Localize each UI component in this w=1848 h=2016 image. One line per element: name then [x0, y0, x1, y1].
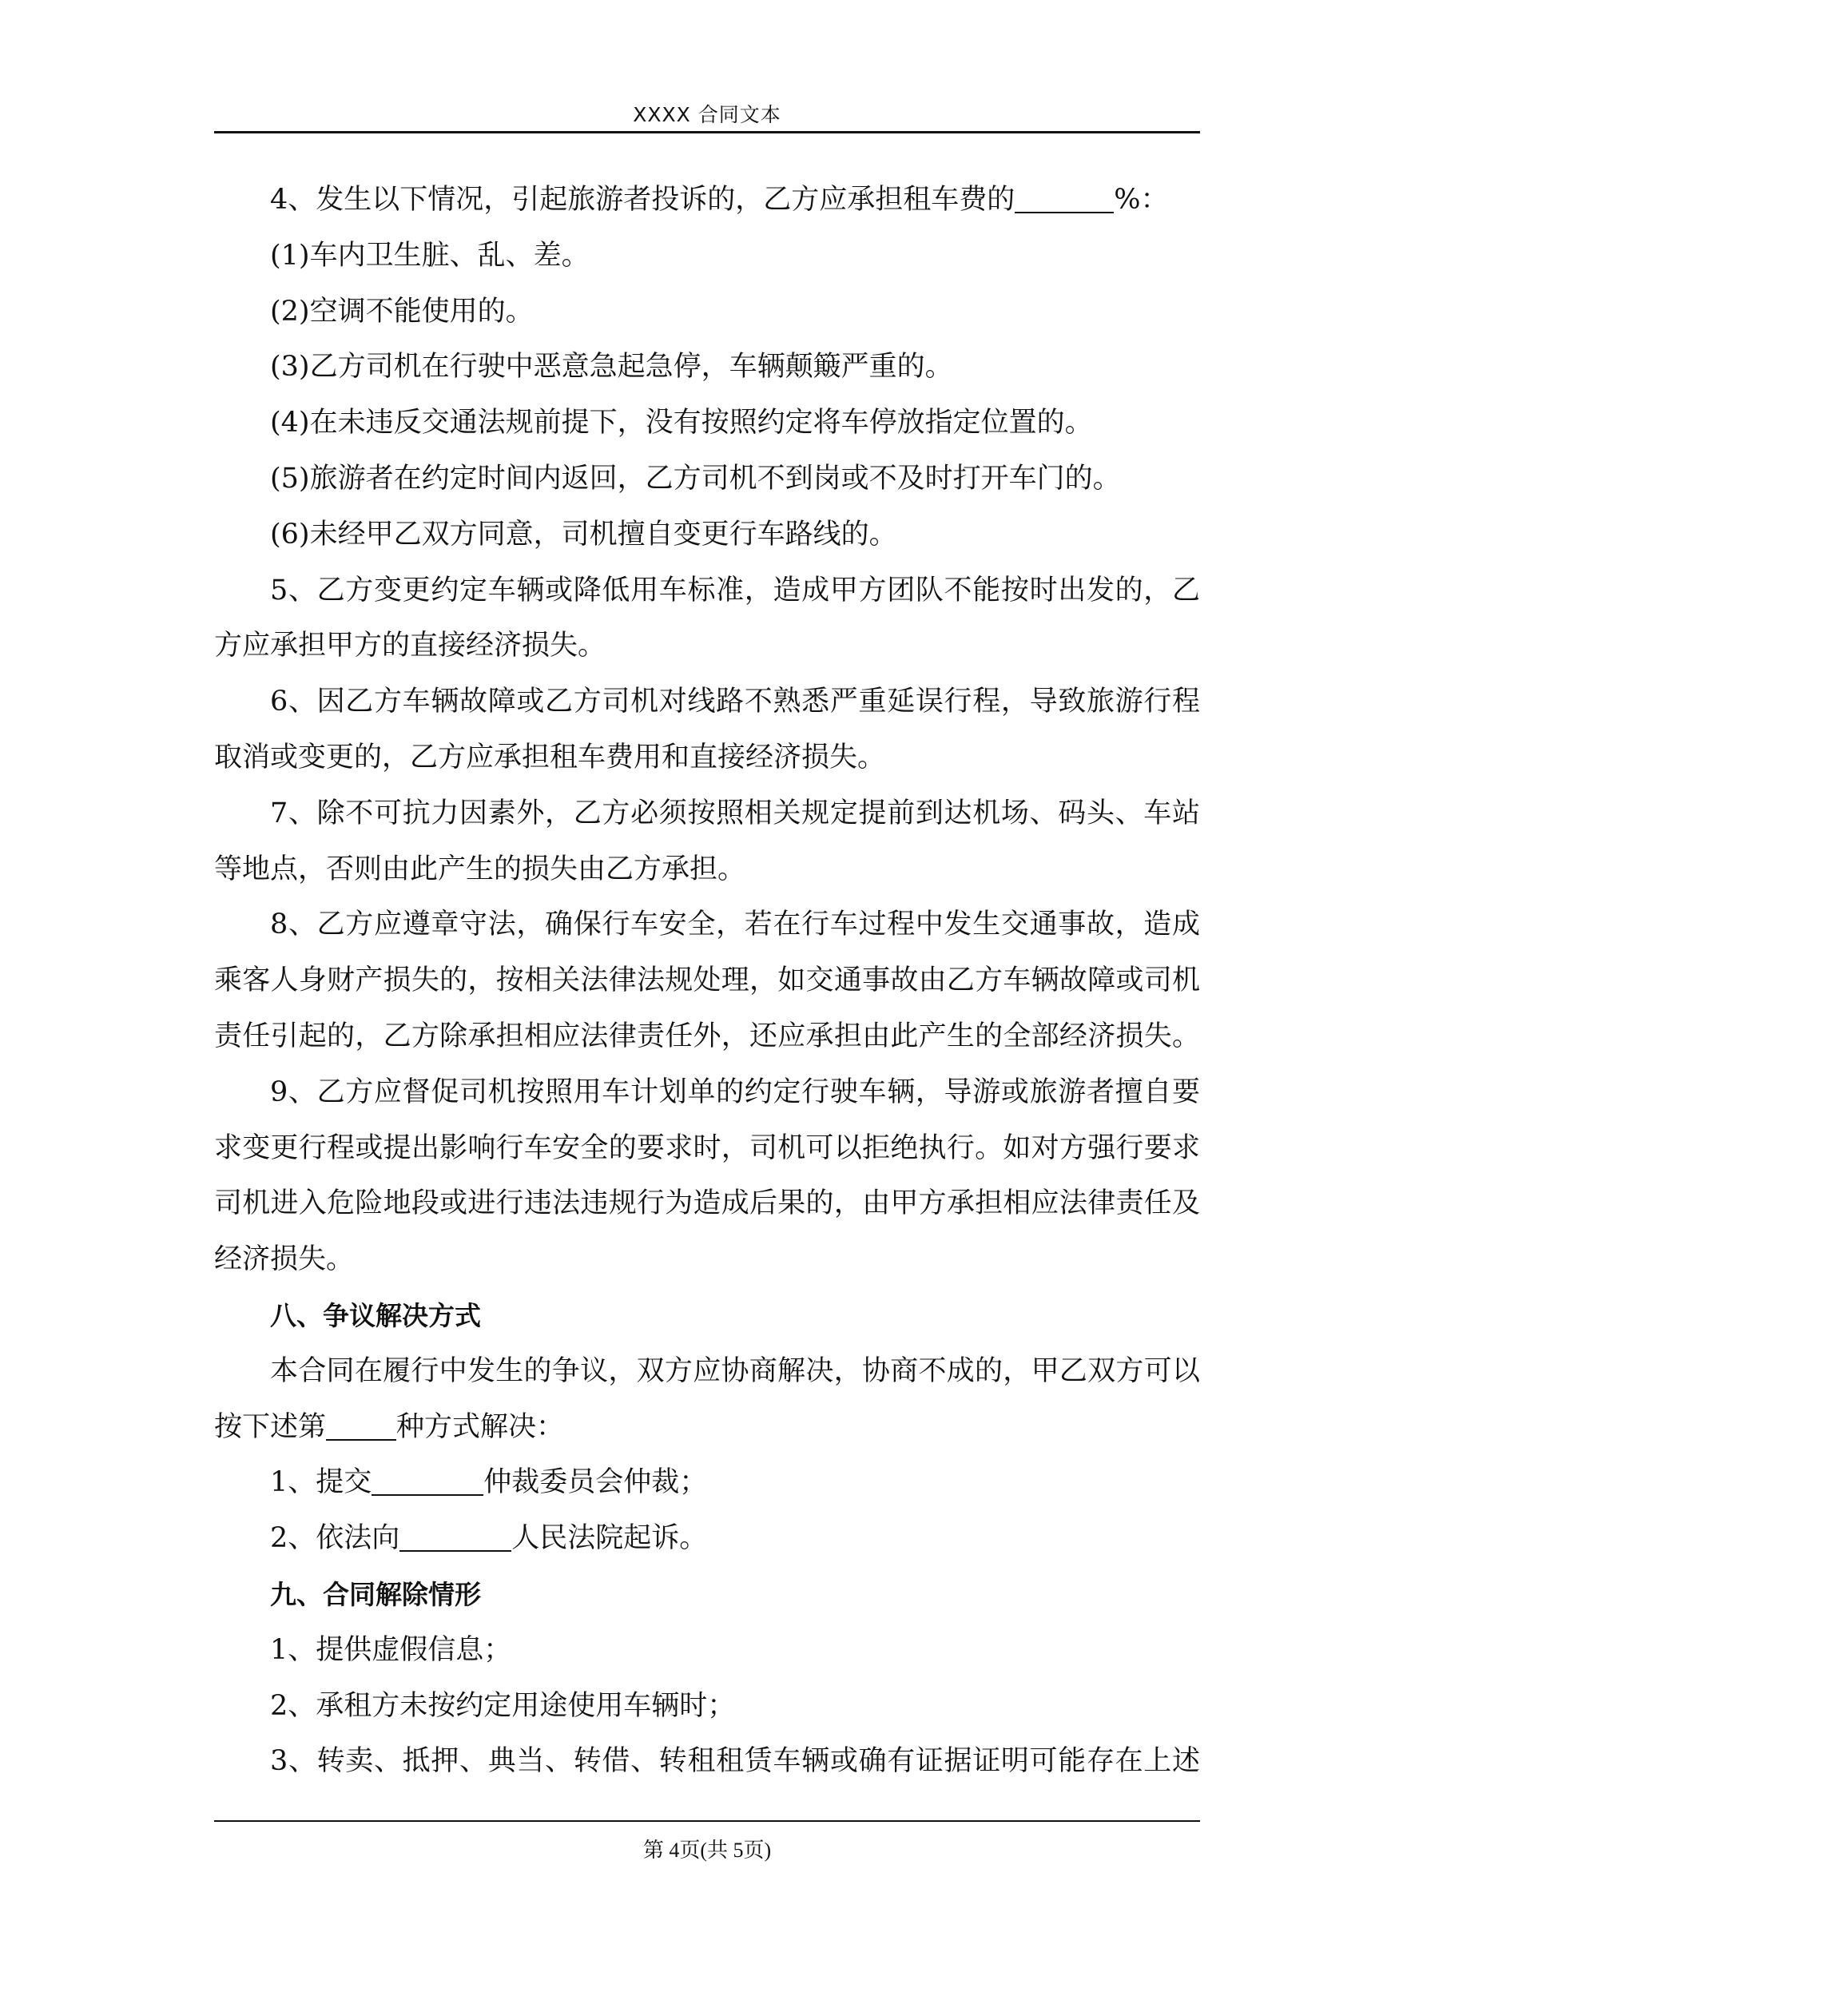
clause-4-text: 4、发生以下情况，引起旅游者投诉的，乙方应承担租车费的	[270, 184, 1015, 216]
header-rule	[214, 131, 1200, 133]
dispute-option-2-suffix: 人民法院起诉。	[511, 1522, 708, 1555]
dispute-line-2-prefix: 按下述第	[214, 1410, 327, 1443]
page-number: 第 4页(共 5页)	[642, 1839, 772, 1862]
item-1: (1)车内卫生脏、乱、差。	[270, 239, 590, 272]
method-number-blank	[326, 1410, 396, 1441]
clause-7-line-2: 等地点，否则由此产生的损失由乙方承担。	[214, 853, 746, 885]
clause-9-line-4: 经济损失。	[214, 1243, 355, 1276]
clause-9-line-3: 司机进入危险地段或进行违法违规行为造成后果的，由甲方承担相应法律责任及	[214, 1187, 1200, 1220]
arbitration-commission-blank	[372, 1465, 483, 1496]
clause-5-line-2: 方应承担甲方的直接经济损失。	[214, 630, 606, 662]
document-body	[214, 173, 1200, 1790]
clause-9-line-2: 求变更行程或提出影响行车安全的要求时，司机可以拒绝执行。如对方强行要求	[214, 1131, 1200, 1164]
termination-item-2: 2、承租方未按约定用途使用车辆时；	[270, 1689, 736, 1722]
section-8-heading: 八、争议解决方式	[270, 1299, 481, 1331]
dispute-line-1: 本合同在履行中发生的争议，双方应协商解决，协商不成的，甲乙双方可以	[270, 1354, 1200, 1387]
dispute-option-2	[214, 1511, 1200, 1567]
clause-8-line-3: 责任引起的，乙方除承担相应法律责任外，还应承担由此产生的全部经济损失。	[214, 1020, 1200, 1052]
clause-7-line-1: 7、除不可抗力因素外，乙方必须按照相关规定提前到达机场、码头、车站	[270, 797, 1200, 829]
dispute-line-2-suffix: 种方式解决：	[396, 1410, 565, 1443]
termination-item-3: 3、转卖、抵押、典当、转借、转租租赁车辆或确有证据证明可能存在上述	[270, 1745, 1200, 1778]
clause-9-line-1: 9、乙方应督促司机按照用车计划单的约定行驶车辆，导游或旅游者擅自要	[270, 1076, 1200, 1108]
item-5: (5)旅游者在约定时间内返回，乙方司机不到岗或不及时打开车门的。	[270, 462, 1121, 495]
section-9-heading: 九、合同解除情形	[270, 1578, 481, 1610]
dispute-option-1-prefix: 1、提交	[270, 1466, 372, 1499]
item-4: (4)在未违反交通法规前提下，没有按照约定将车停放指定位置的。	[270, 407, 1093, 439]
item-6: (6)未经甲乙双方同意，司机擅自变更行车路线的。	[270, 518, 897, 551]
clause-6-line-2: 取消或变更的，乙方应承担租车费用和直接经济损失。	[214, 741, 886, 773]
dispute-line-2	[214, 1400, 1200, 1456]
clause-6-line-1: 6、因乙方车辆故障或乙方司机对线路不熟悉严重延误行程，导致旅游行程	[270, 686, 1200, 718]
dispute-option-1	[214, 1455, 1200, 1511]
dispute-option-2-prefix: 2、依法向	[270, 1522, 400, 1555]
header-title: XXXX 合同文本	[633, 103, 781, 126]
dispute-option-1-suffix: 仲裁委员会仲裁；	[483, 1466, 708, 1499]
item-3: (3)乙方司机在行驶中恶意急起急停，车辆颠簸严重的。	[270, 351, 953, 384]
clause-8-line-2: 乘客人身财产损失的，按相关法律法规处理，如交通事故由乙方车辆故障或司机	[214, 964, 1200, 997]
footer-rule	[214, 1820, 1200, 1822]
clause-4-suffix: %：	[1114, 184, 1169, 216]
termination-item-1: 1、提供虚假信息；	[270, 1633, 512, 1666]
item-2: (2)空调不能使用的。	[270, 295, 534, 328]
clause-5-line-1: 5、乙方变更约定车辆或降低用车标准，造成甲方团队不能按时出发的，乙	[270, 574, 1200, 606]
clause-8-line-1: 8、乙方应遵章守法，确保行车安全，若在行车过程中发生交通事故，造成	[270, 909, 1200, 941]
clause-4	[214, 173, 1200, 229]
percentage-blank	[1015, 183, 1114, 213]
court-name-blank	[399, 1521, 511, 1552]
